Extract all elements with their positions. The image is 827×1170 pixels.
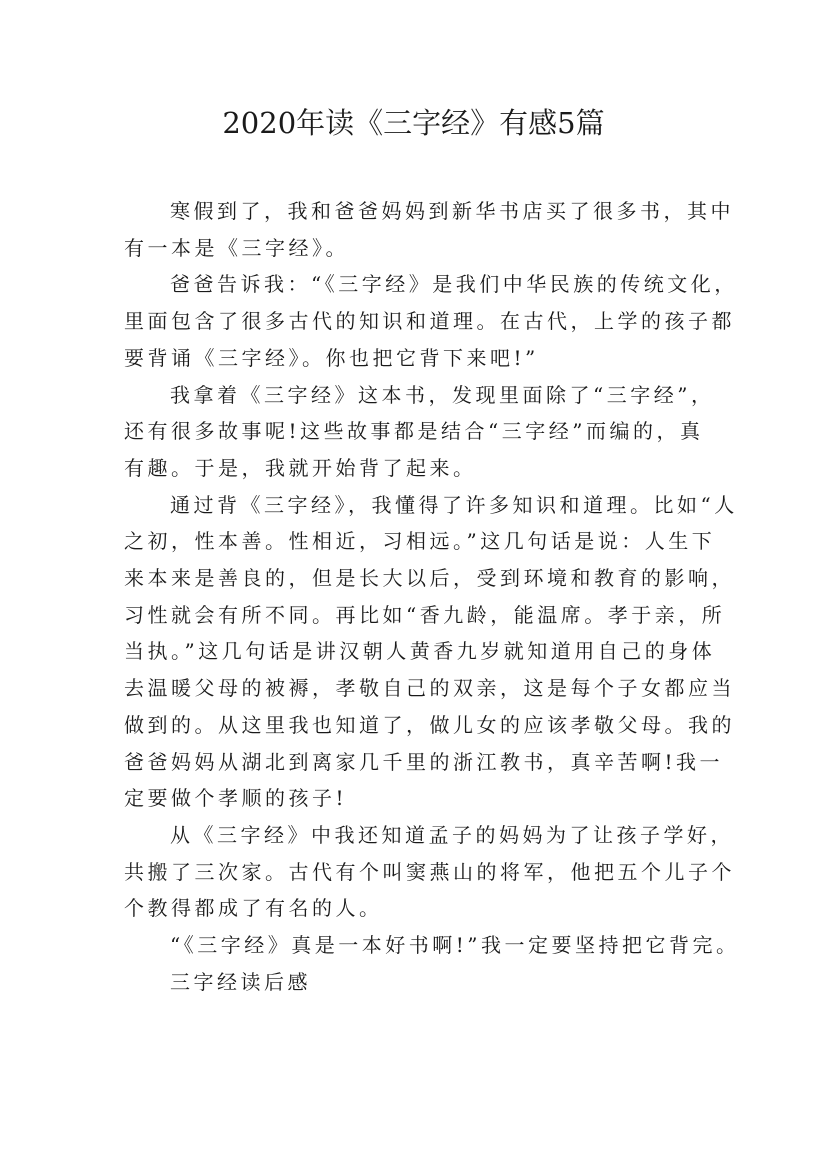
paragraph-line: 共搬了三次家。古代有个叫窦燕山的将军，他把五个儿子个: [124, 859, 735, 884]
paragraph-line: 之初，性本善。性相近，习相远。”这几句话是说：人生下: [124, 529, 716, 554]
paragraph-2: [124, 266, 738, 376]
paragraph-line: 定要做个孝顺的孩子!: [124, 786, 348, 811]
paragraph-3: [124, 377, 714, 487]
paragraph-line: 个教得都成了有名的人。: [124, 896, 383, 921]
paragraph-line: 有一本是《三字经》。: [124, 235, 349, 260]
paragraph-line: 做到的。从这里我也知道了，做儿女的应该孝敬父母。我的: [124, 712, 735, 737]
paragraph-line: 还有很多故事呢!这些故事都是结合“三字经”而编的，真: [124, 419, 704, 444]
paragraph-line: 去温暖父母的被褥，孝敬自己的双亲，这是每个子女都应当: [124, 676, 735, 701]
document-title: 2020年读《三字经》有感5篇: [222, 106, 605, 140]
paragraph-line: 寒假到了，我和爸爸妈妈到新华书店买了很多书，其中: [170, 199, 734, 223]
paragraph-line: 通过背《三字经》，我懂得了许多知识和道理。比如“人: [170, 492, 738, 517]
paragraph-line: 我拿着《三字经》这本书，发现里面除了“三字经”，: [170, 382, 715, 407]
paragraph-line: 爸爸告诉我：“《三字经》是我们中华民族的传统文化，: [170, 272, 738, 297]
paragraph-4: [124, 487, 738, 817]
paragraph-5: [124, 817, 735, 927]
paragraph-6: [124, 927, 740, 964]
paragraph-line: 当执。”这几句话是讲汉朝人黄香九岁就知道用自己的身体: [124, 639, 716, 664]
paragraph-1: [124, 193, 734, 266]
paragraph-line: 里面包含了很多古代的知识和道理。在古代，上学的孩子都: [124, 309, 735, 334]
paragraph-line: 习性就会有所不同。再比如“香九龄，能温席。孝于亲，所: [124, 602, 726, 627]
paragraph-line: 从《三字经》中我还知道孟子的妈妈为了让孩子学好，: [170, 822, 734, 847]
paragraph-line: 有趣。于是，我就开始背了起来。: [124, 455, 477, 480]
paragraph-line: 三字经读后感: [170, 969, 311, 994]
paragraph-line: “《三字经》真是一本好书啊!”我一定要坚持把它背完。: [170, 933, 740, 958]
document-body: [124, 193, 740, 1000]
paragraph-line: 来本来是善良的，但是长大以后，受到环境和教育的影响，: [124, 566, 735, 591]
paragraph-7: [124, 964, 714, 1001]
paragraph-line: 爸爸妈妈从湖北到离家几千里的浙江教书，真辛苦啊!我一: [124, 749, 724, 774]
paragraph-line: 要背诵《三字经》。你也把它背下来吧!”: [124, 345, 539, 370]
